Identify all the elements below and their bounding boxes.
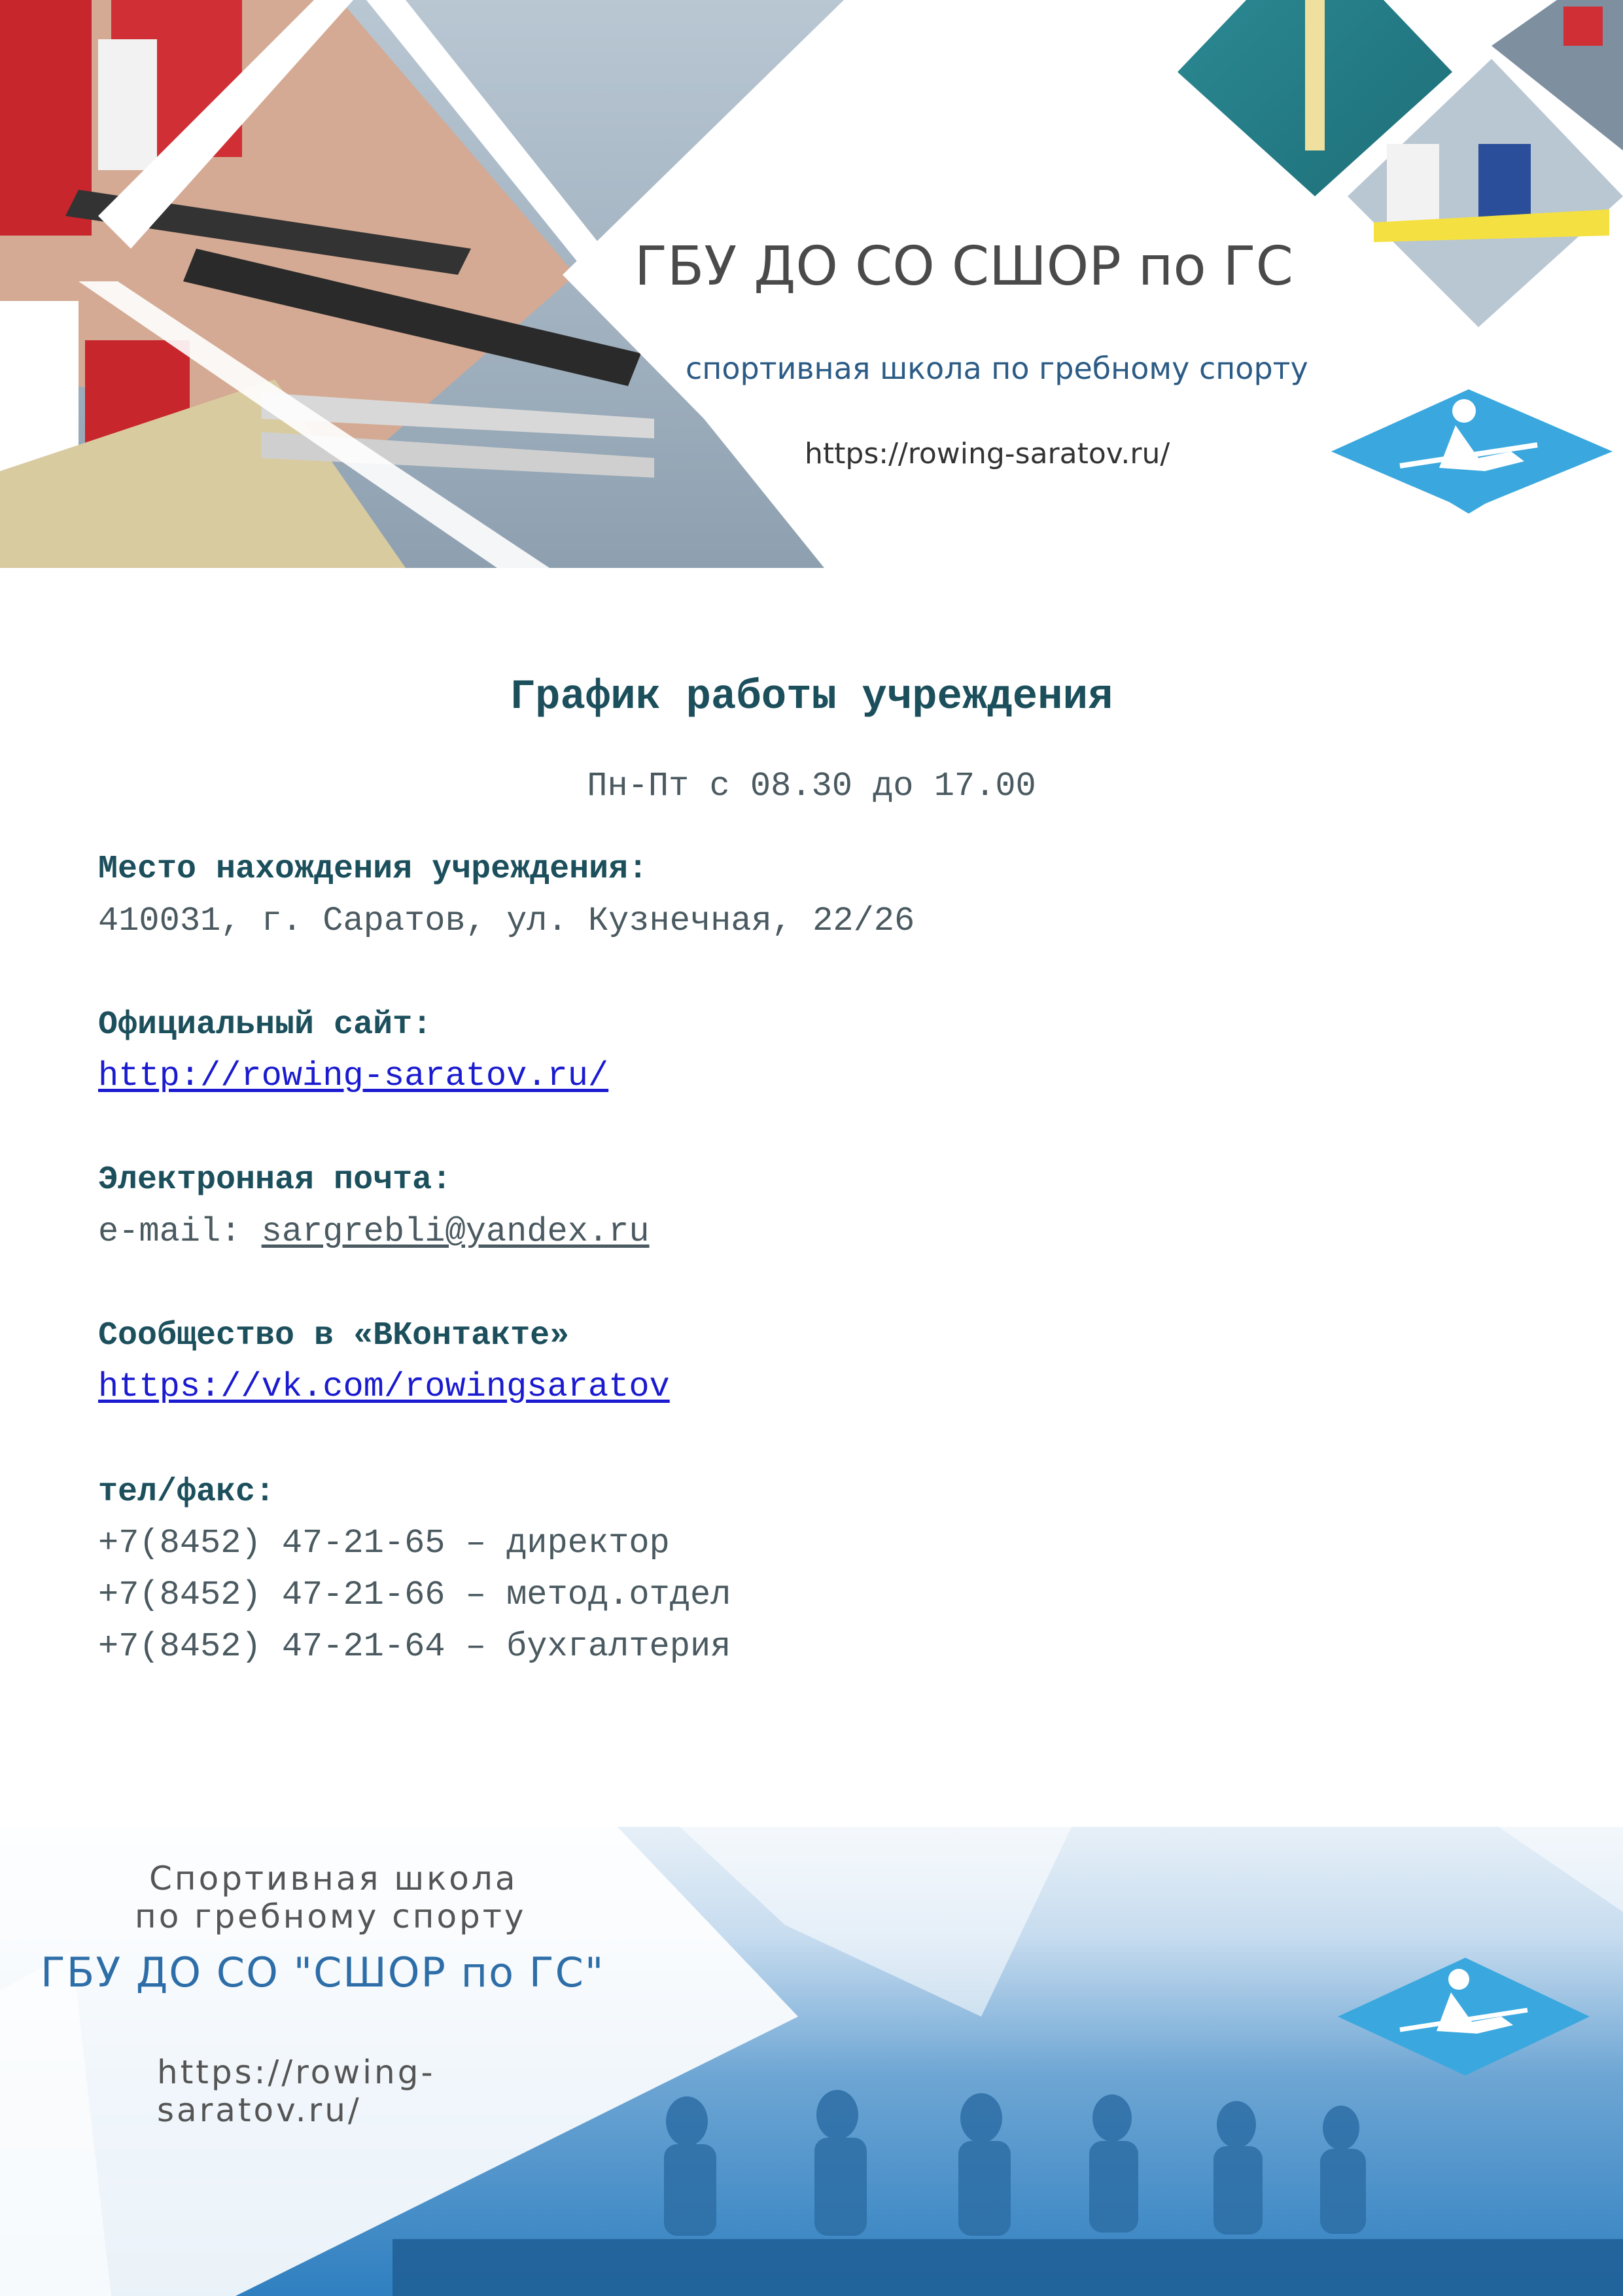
footer-url-line2: saratov.ru/ xyxy=(157,2091,362,2129)
footer-org-name: ГБУ ДО СО "СШОР по ГС" xyxy=(41,1949,605,1996)
footer-url-line1: https://rowing- xyxy=(157,2053,436,2091)
email-line xyxy=(98,1212,650,1251)
phone-director: +7(8452) 47-21-65 – директор xyxy=(98,1524,670,1563)
footer-photo-collage xyxy=(0,1742,1623,2296)
footer-school-line1: Спортивная школа xyxy=(149,1860,518,1898)
email-link[interactable]: sargrebli@yandex.ru xyxy=(261,1212,650,1251)
website-label: Официальный сайт: xyxy=(98,1006,432,1044)
banner-org-name: ГБУ ДО СО СШОР по ГС xyxy=(635,236,1293,298)
phones-label: тел/факс: xyxy=(98,1474,275,1511)
website-link[interactable]: http://rowing-saratov.ru/ xyxy=(98,1057,609,1095)
working-hours: Пн-Пт с 08.30 до 17.00 xyxy=(587,767,1036,805)
phone-methods: +7(8452) 47-21-66 – метод.отдел xyxy=(98,1576,731,1614)
vk-label: Сообщество в «ВКонтакте» xyxy=(98,1317,570,1354)
header-banner xyxy=(0,0,1623,568)
footer-banner xyxy=(0,1742,1623,2296)
location-address: 410031, г. Саратов, ул. Кузнечная, 22/26 xyxy=(98,902,915,940)
vk-link[interactable]: https://vk.com/rowingsaratov xyxy=(98,1368,670,1406)
page-title: График работы учреждения xyxy=(510,674,1113,721)
phone-accounting: +7(8452) 47-21-64 – бухгалтерия xyxy=(98,1627,731,1666)
location-label: Место нахождения учреждения: xyxy=(98,851,648,888)
footer-school-line2: по гребному спорту xyxy=(135,1898,527,1935)
email-label: Электронная почта: xyxy=(98,1161,452,1199)
banner-url: https://rowing-saratov.ru/ xyxy=(805,437,1170,470)
banner-subtitle: спортивная школа по гребному спорту xyxy=(686,351,1308,386)
email-prefix: e-mail: xyxy=(98,1212,262,1251)
